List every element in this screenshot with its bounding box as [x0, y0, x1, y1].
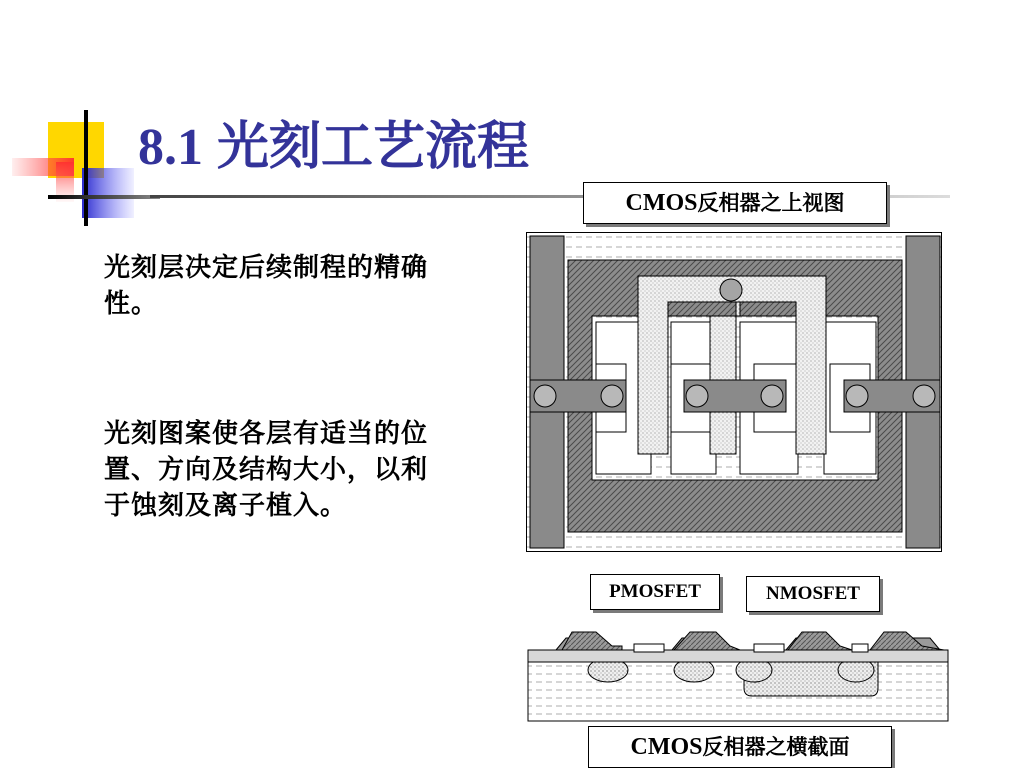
logo-blue-square — [82, 168, 134, 218]
title-number: 8.1 — [138, 119, 203, 176]
paragraph-1: 光刻层决定后续制程的精确性。 — [104, 253, 429, 319]
logo-horizontal-line — [48, 195, 160, 199]
top-view-caption-cjk: 反相器之上视图 — [697, 190, 845, 215]
cross-section-caption-cjk: 反相器之横截面 — [702, 734, 850, 759]
top-view-caption-latin: CMOS — [625, 190, 698, 216]
slide-logo-decoration — [0, 100, 160, 230]
pmosfet-label: PMOSFET — [590, 574, 720, 610]
cmos-cross-section-diagram — [526, 630, 950, 724]
gate-contact — [720, 279, 742, 301]
cmos-top-view-diagram — [526, 232, 942, 552]
nmosfet-label: NMOSFET — [746, 576, 880, 612]
cross-section-caption — [588, 726, 892, 768]
slide-title — [138, 112, 529, 183]
logo-vertical-line — [84, 110, 88, 226]
paragraph-2: 光刻图案使各层有适当的位置、方向及结构大小，以利于蚀刻及离子植入。 — [104, 419, 429, 521]
cross-section-caption-latin: CMOS — [630, 734, 703, 760]
title-text: 光刻工艺流程 — [217, 116, 530, 177]
top-view-caption — [583, 182, 887, 224]
